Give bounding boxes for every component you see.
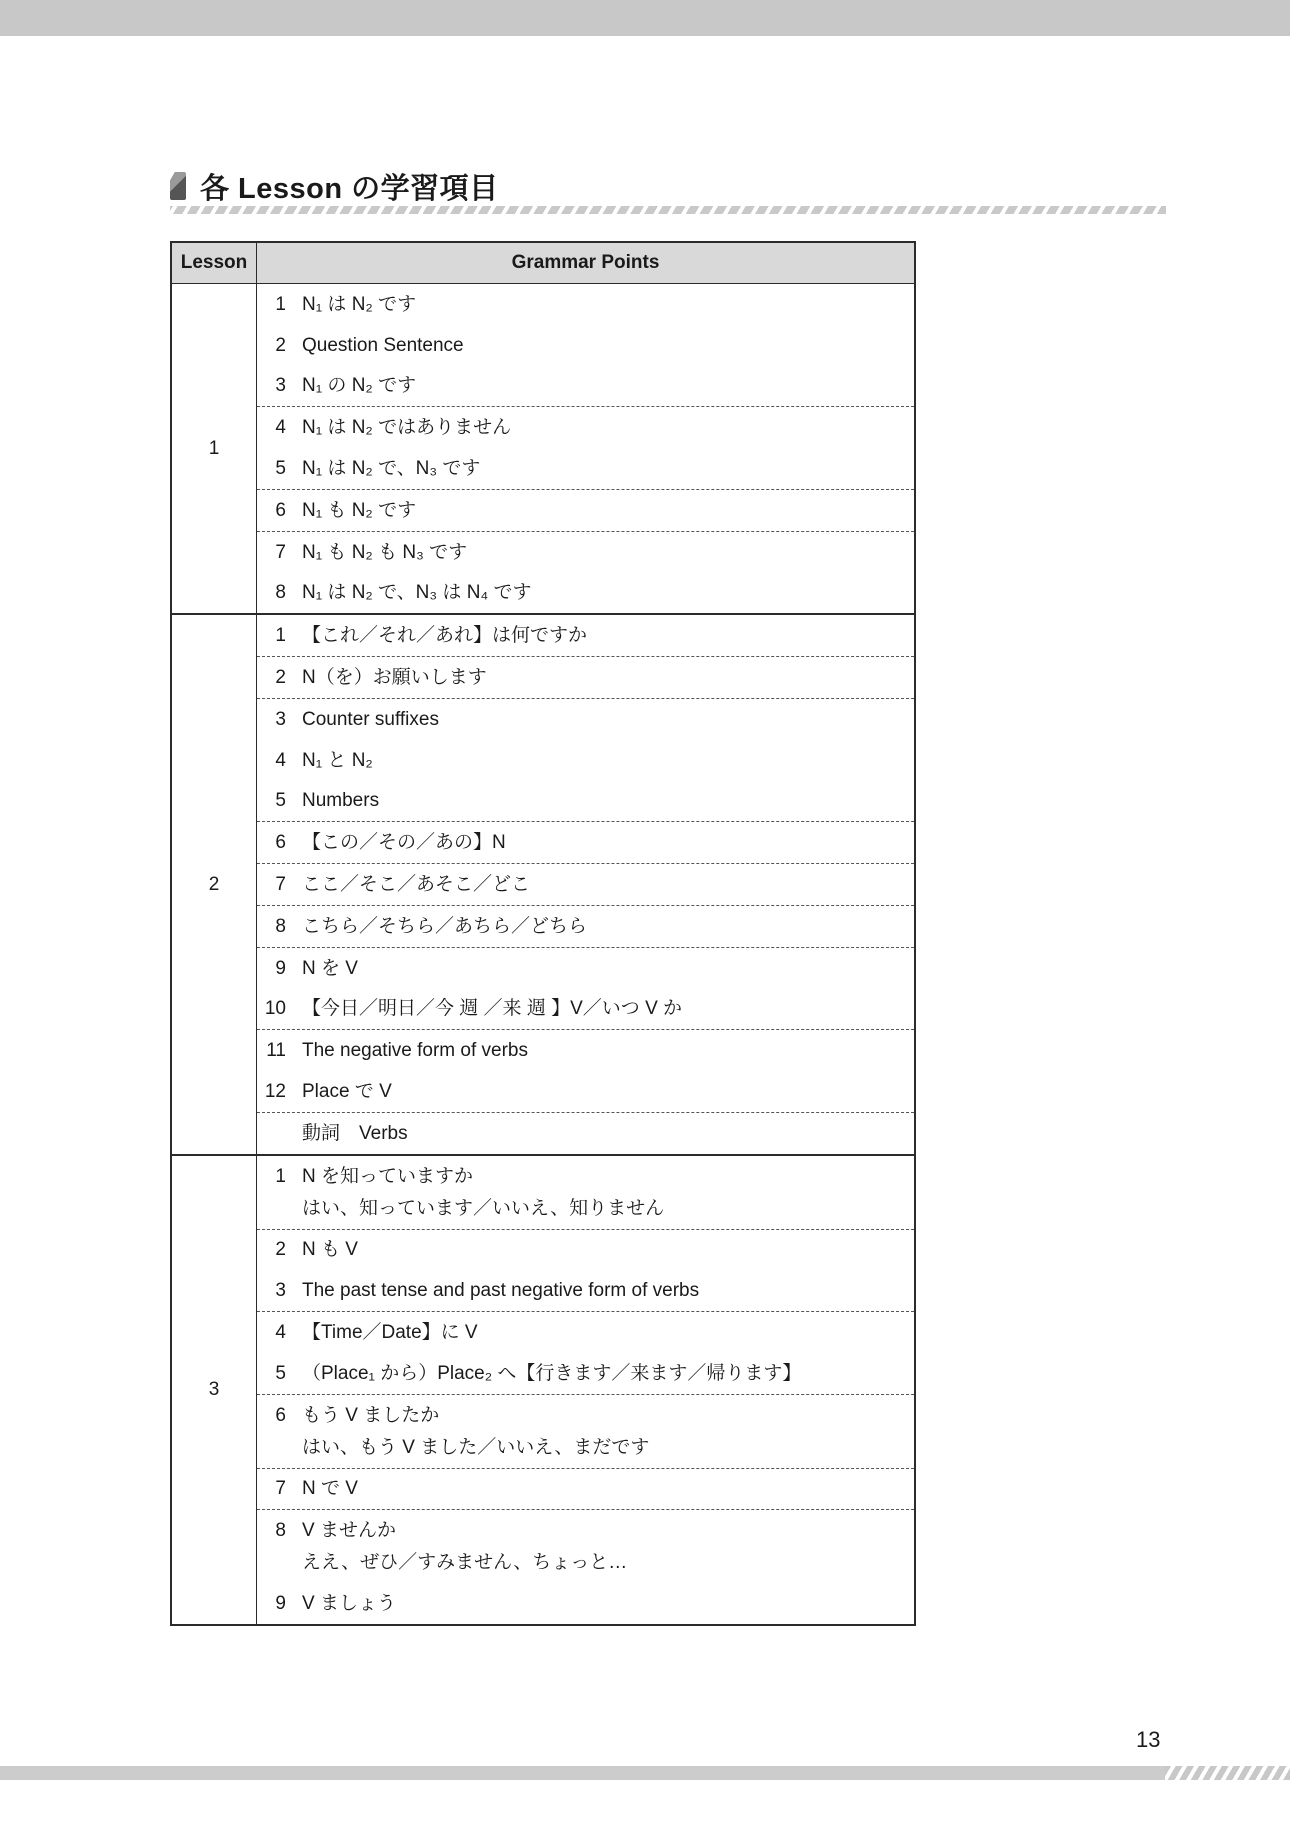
item-number: 7 xyxy=(275,873,286,895)
item-text: N を知っていますか xyxy=(302,1165,474,1187)
item-text: （Place₁ から）Place₂ へ【行きます／来ます／帰ります】 xyxy=(302,1362,802,1384)
grammar-table xyxy=(170,241,916,1626)
grammar-group-row xyxy=(171,1229,915,1312)
grammar-group-row xyxy=(171,1112,915,1154)
item-text: こちら／そちら／あちら／どちら xyxy=(302,915,588,937)
grammar-item xyxy=(257,1583,914,1624)
grammar-item xyxy=(257,1353,914,1394)
grammar-group xyxy=(257,1312,916,1395)
section-title: 各 Lesson の学習項目 xyxy=(200,172,499,205)
grammar-group xyxy=(257,1229,916,1312)
item-number: 1 xyxy=(275,625,286,647)
item-text: N₁ の N₂ です xyxy=(302,375,417,397)
grammar-item xyxy=(257,490,914,531)
item-text: N₁ と N₂ xyxy=(302,749,373,771)
grammar-group xyxy=(257,284,916,407)
grammar-group xyxy=(257,864,916,906)
grammar-item xyxy=(257,1312,914,1353)
item-number: 2 xyxy=(275,666,286,688)
page-number: 13 xyxy=(1136,1727,1161,1752)
grammar-group xyxy=(257,1468,916,1510)
item-text: N₁ も N₂ も N₃ です xyxy=(302,541,468,563)
item-text: N（を）お願いします xyxy=(302,666,487,688)
grammar-item-continuation xyxy=(257,1197,914,1229)
grammar-item xyxy=(257,906,914,947)
item-text: ここ／そこ／あそこ／どこ xyxy=(302,873,531,895)
grammar-group-row xyxy=(171,1510,915,1625)
item-number: 4 xyxy=(275,749,286,771)
heading-rule xyxy=(170,206,1166,214)
grammar-group xyxy=(257,489,916,531)
grammar-group xyxy=(257,531,916,614)
grammar-group-row xyxy=(171,407,915,490)
item-number: 9 xyxy=(275,957,286,979)
item-number: 12 xyxy=(264,1080,286,1102)
item-number: 7 xyxy=(275,541,286,563)
grammar-group xyxy=(257,1510,916,1625)
grammar-group-row xyxy=(171,489,915,531)
item-number: 3 xyxy=(275,708,286,730)
item-number: 1 xyxy=(275,293,286,315)
bottom-bar xyxy=(0,1766,1290,1780)
item-text: Place で V xyxy=(302,1080,392,1102)
grammar-item xyxy=(257,615,914,656)
grammar-item-continuation xyxy=(257,1551,914,1583)
item-number: 8 xyxy=(275,582,286,604)
grammar-item xyxy=(257,573,914,614)
item-text: N₁ は N₂ で、N₃ は N₄ です xyxy=(302,582,532,604)
item-number: 9 xyxy=(275,1592,286,1614)
grammar-item-continuation xyxy=(257,1436,914,1468)
item-text: The negative form of verbs xyxy=(302,1040,528,1062)
item-text: The past tense and past negative form of verbs xyxy=(302,1280,700,1302)
item-text: 【この／その／あの】N xyxy=(302,832,506,854)
grammar-item xyxy=(257,699,914,740)
section-heading xyxy=(170,166,499,206)
grammar-item xyxy=(257,781,914,822)
item-number: 7 xyxy=(275,1478,286,1500)
heading-marker-icon xyxy=(170,172,186,200)
grammar-item xyxy=(257,1230,914,1271)
grammar-item xyxy=(257,740,914,781)
grammar-group xyxy=(257,905,916,947)
item-text: Numbers xyxy=(302,790,380,812)
grammar-item xyxy=(257,325,914,366)
grammar-group xyxy=(257,657,916,699)
grammar-column-header: Grammar Points xyxy=(257,242,916,284)
grammar-item xyxy=(257,366,914,407)
grammar-item xyxy=(257,822,914,863)
grammar-group-row xyxy=(171,947,915,1030)
item-text: N も V xyxy=(302,1239,358,1261)
item-number: 8 xyxy=(275,1520,286,1542)
grammar-item xyxy=(257,532,914,573)
grammar-group-row xyxy=(171,614,915,656)
grammar-item xyxy=(257,1469,914,1510)
grammar-item xyxy=(257,1510,914,1551)
item-text: N₁ は N₂ ではありません xyxy=(302,417,512,439)
grammar-item xyxy=(257,1156,914,1197)
item-text: 【これ／それ／あれ】は何ですか xyxy=(302,625,588,647)
item-continuation-text: はい、もう V ました／いいえ、まだです xyxy=(302,1436,650,1458)
grammar-group xyxy=(257,1155,916,1229)
grammar-group xyxy=(257,614,916,656)
table-header-row xyxy=(171,242,915,284)
item-number: 5 xyxy=(275,457,286,479)
grammar-group-row xyxy=(171,1312,915,1395)
item-number: 6 xyxy=(275,832,286,854)
item-text: もう V ましたか xyxy=(302,1404,440,1426)
item-text: N₁ は N₂ で、N₃ です xyxy=(302,457,481,479)
grammar-group-row xyxy=(171,864,915,906)
lesson-number: 3 xyxy=(171,1155,257,1625)
grammar-group-row xyxy=(171,1030,915,1113)
grammar-group-row xyxy=(171,905,915,947)
grammar-item xyxy=(257,1113,914,1154)
grammar-item xyxy=(257,1395,914,1436)
grammar-item xyxy=(257,407,914,448)
grammar-item xyxy=(257,284,914,325)
item-number: 4 xyxy=(275,1321,286,1343)
item-continuation-text: はい、知っています／いいえ、知りません xyxy=(302,1197,665,1219)
grammar-item xyxy=(257,1071,914,1112)
grammar-group-row xyxy=(171,1155,915,1229)
grammar-item xyxy=(257,1030,914,1071)
grammar-group-row xyxy=(171,284,915,407)
grammar-item xyxy=(257,657,914,698)
item-text: N を V xyxy=(302,957,358,979)
item-number: 6 xyxy=(275,1404,286,1426)
top-bar xyxy=(0,0,1290,36)
item-text: V ましょう xyxy=(302,1592,396,1614)
item-number: 2 xyxy=(275,334,286,356)
grammar-group xyxy=(257,1030,916,1113)
grammar-group-row xyxy=(171,657,915,699)
bottom-stripes xyxy=(1165,1766,1290,1780)
item-continuation-text: ええ、ぜひ／すみません、ちょっと… xyxy=(302,1552,628,1574)
item-text: N で V xyxy=(302,1478,358,1500)
item-number: 3 xyxy=(275,375,286,397)
grammar-item xyxy=(257,1270,914,1311)
grammar-group-row xyxy=(171,1468,915,1510)
grammar-group xyxy=(257,822,916,864)
grammar-group-row xyxy=(171,822,915,864)
item-text: 【今日／明日／今 週 ／来 週 】V／いつ V か xyxy=(302,998,683,1020)
grammar-item xyxy=(257,948,914,989)
lesson-column-header: Lesson xyxy=(171,242,257,284)
item-text: Question Sentence xyxy=(302,334,464,356)
item-number: 5 xyxy=(275,1362,286,1384)
item-text: 【Time／Date】に V xyxy=(302,1321,478,1343)
grammar-item xyxy=(257,989,914,1030)
table-body xyxy=(171,284,915,1625)
lesson-number: 1 xyxy=(171,284,257,615)
item-number: 10 xyxy=(264,998,286,1020)
lesson-number: 2 xyxy=(171,614,257,1154)
grammar-item xyxy=(257,864,914,905)
item-number: 8 xyxy=(275,915,286,937)
item-text: Counter suffixes xyxy=(302,708,439,730)
grammar-group-row xyxy=(171,531,915,614)
item-number: 2 xyxy=(275,1239,286,1261)
grammar-item xyxy=(257,448,914,489)
item-number: 5 xyxy=(275,790,286,812)
item-text: N₁ も N₂ です xyxy=(302,499,417,521)
grammar-group-row xyxy=(171,698,915,821)
item-text: 動詞 Verbs xyxy=(302,1122,408,1144)
item-number: 1 xyxy=(275,1165,286,1187)
item-text: V ませんか xyxy=(302,1520,396,1542)
item-number: 11 xyxy=(266,1040,286,1062)
item-number: 4 xyxy=(275,417,286,439)
grammar-group xyxy=(257,407,916,490)
grammar-group xyxy=(257,947,916,1030)
item-text: N₁ は N₂ です xyxy=(302,293,417,315)
grammar-group-row xyxy=(171,1394,915,1468)
grammar-group xyxy=(257,698,916,821)
grammar-group xyxy=(257,1112,916,1154)
grammar-group xyxy=(257,1394,916,1468)
item-number: 3 xyxy=(275,1280,286,1302)
item-number: 6 xyxy=(275,499,286,521)
